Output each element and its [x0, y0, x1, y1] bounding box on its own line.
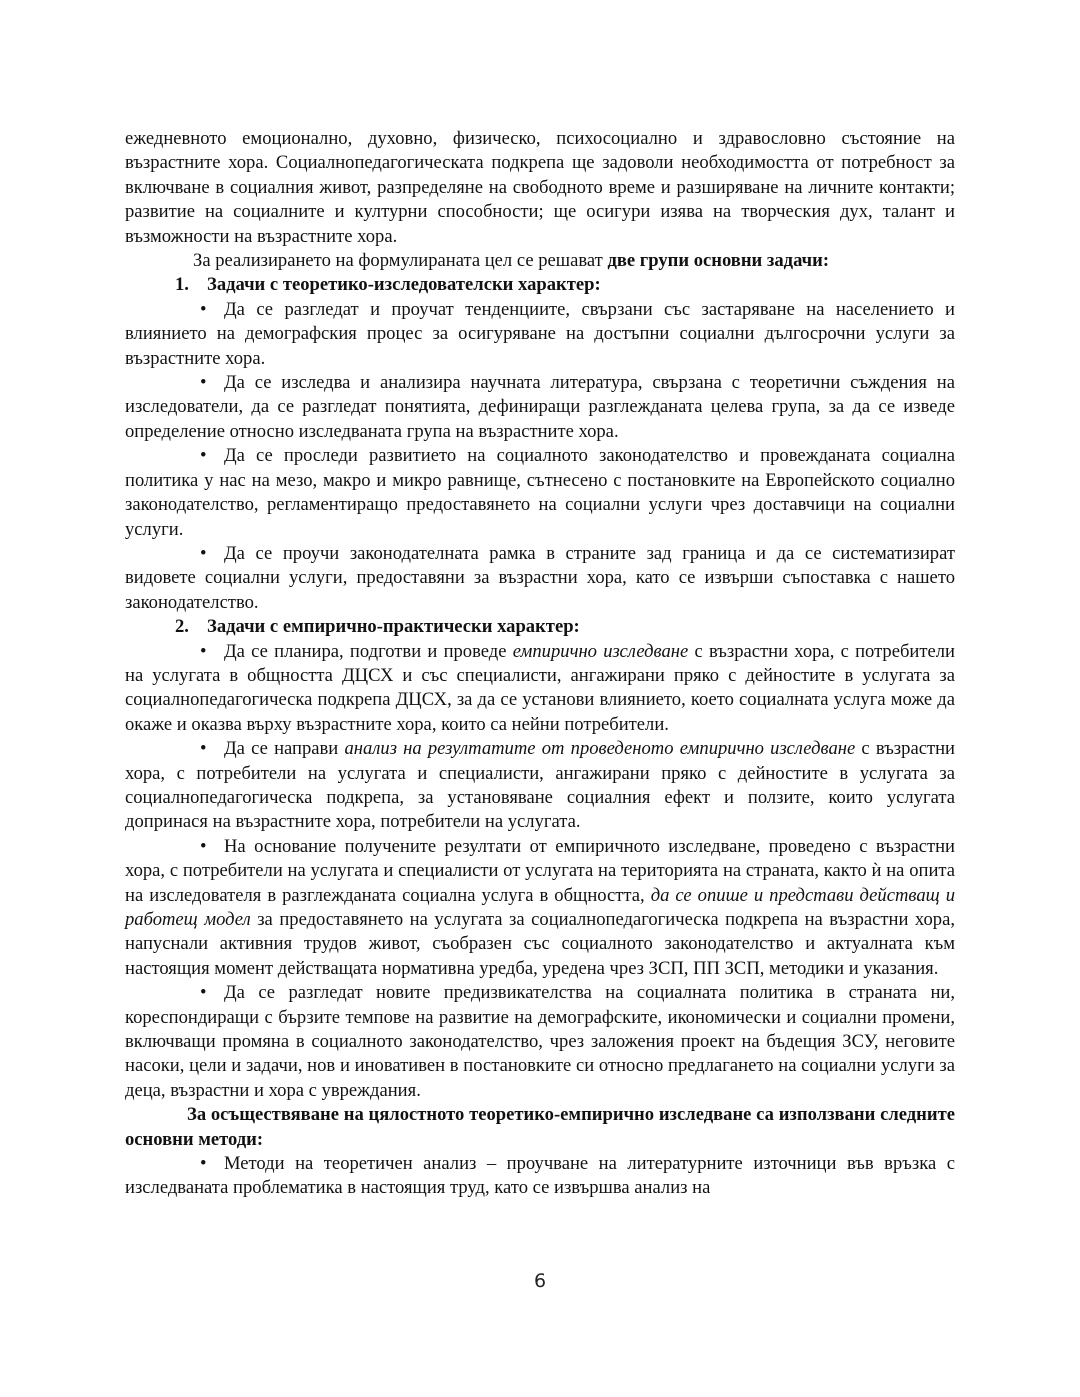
- bullet-text-after: с възрастни хора, с потребители на услугата в общността ДЦСХ и със специалисти, ангажирани пряко с дейностите в услугата за социалнопедагогическа подкрепа ДЦСХ, за да се установи влиянието, което социалната услуга може да окаже и оказва върху възрастните хора, които са нейни потребители.: [125, 640, 955, 735]
- bullet-icon: •: [200, 298, 207, 320]
- bullet-text-before: Да се направи: [224, 738, 345, 760]
- section1-heading: [125, 273, 955, 297]
- section1-bullet-4: [125, 542, 955, 615]
- bullet-text-after: с възрастни хора, с потребители на услугата и специалисти, ангажирани пряко с дейностите в услугата за социалнопедагогическа подкрепа, за установяване социалния ефект и ползите, които услугата допринася на възрастните хора, потребители на услугата.: [125, 738, 955, 833]
- bullet-icon: •: [200, 738, 207, 760]
- bullet-text-after: за предоставянето на услугата за социалнопедагогическа подкрепа на възрастни хора, напуснали активния трудов живот, съобразен със социалното законодателство и актуалната към настоящия момент действащата нормативна уредба, уредена чрез ЗСП, ПП ЗСП, методики и указания.: [125, 909, 955, 979]
- section2-bullet-1: [125, 640, 955, 738]
- section2-bullet-2: [125, 737, 955, 835]
- bullet-icon: •: [200, 1153, 207, 1175]
- section1-number: 1.: [175, 274, 189, 296]
- bullet-icon: •: [200, 640, 207, 662]
- section1-bullet-2: [125, 371, 955, 444]
- section1-bullet-3: [125, 444, 955, 542]
- methods-bullet-1: [125, 1152, 955, 1201]
- bullet-text-italic: анализ на резултатите от проведеното емпирично изследване: [344, 738, 856, 760]
- bullet-text-before: Да се планира, подготви и проведе: [224, 640, 513, 662]
- bullet-text-before: На основание получените резултати от емпиричното изследване, проведено с възрастни хора, с потребители на услугата и специалисти от услугата на територията на страната, както ѝ на опита на изследователя в разглежданата социална услуга в общността,: [125, 835, 955, 906]
- section1-title: Задачи с теоретико-изследователски характер:: [207, 274, 601, 296]
- section1-bullet-1: [125, 298, 955, 371]
- bullet-icon: •: [200, 542, 207, 564]
- bullet-text: Да се разгледат новите предизвикателства на социалната политика в страната ни, кореспондиращи с бързите темпове на развитие на демографските, икономически и социални промени, включващи промяна в социалното законодателство, чрез заложения проект на бъдещия ЗСУ, неговите насоки, цели и задачи, нов и иновативен в постановките си относно предлагането на социални услуги за деца, възрастни и хора с увреждания.: [125, 982, 955, 1101]
- bullet-icon: •: [200, 445, 207, 467]
- bullet-text-italic: да се опише и представи действащ и работещ модел: [125, 884, 955, 930]
- tasks-intro-bold: две групи основни задачи:: [607, 250, 830, 272]
- bullet-text: Да се разгледат и проучат тенденциите, свързани със застаряване на населението и влиянието на демографския процес за осигуряване на достъпни социални дългосрочни услуги за възрастните хора.: [125, 298, 955, 369]
- bullet-text: Да се проследи развитието на социалното законодателство и провежданата социална политика у нас на мезо, макро и микро равнище, сътнесено с постановките на Европейското социално законодателство, регламентиращо предоставянето на социални услуги чрез доставчици на социални услуги.: [125, 445, 955, 540]
- bullet-text: Да се изследва и анализира научната литература, свързана с теоретични съждения на изследователи, да се разгледат понятията, дефиниращи разглежданата целева група, за да се изведе определение относно изследваната група на възрастните хора.: [125, 372, 955, 442]
- bullet-text: Да се проучи законодателната рамка в страните зад граница и да се систематизират видовете социални услуги, предоставяни за възрастни хора, като се извърши съпоставка с нашето законодателство.: [125, 542, 955, 613]
- bullet-icon: •: [200, 982, 207, 1004]
- methods-intro: За осъществяване на цялостното теоретико-емпирично изследване са използвани следните основни методи:: [125, 1104, 955, 1150]
- section2-bullet-4: [125, 981, 955, 1103]
- bullet-text: Методи на теоретичен анализ – проучване на литературните източници във връзка с изследваната проблематика в настоящия труд, като се извършва анализ на: [125, 1153, 955, 1199]
- bullet-icon: •: [200, 835, 207, 857]
- page-number: 6: [533, 1270, 547, 1292]
- section2-number: 2.: [175, 616, 189, 638]
- section2-bullet-3: [125, 835, 955, 981]
- tasks-intro-text: За реализирането на формулираната цел се решават: [193, 250, 608, 272]
- bullet-text-italic: емпирично изследване: [512, 640, 689, 662]
- bullet-icon: •: [200, 372, 207, 394]
- tasks-intro: [125, 249, 955, 273]
- paragraph-intro: ежедневното емоционално, духовно, физическо, психосоциално и здравословно състояние на възрастните хора. Социалнопедагогическата подкрепа ще задоволи необходимостта от потребност за включване в социалния живот, разпределяне на свободното време и разширяване на личните контакти; развитие на социалните и културни способности; ще осигури изява на творческия дух, талант и възможности на възрастните хора.: [125, 128, 955, 247]
- section2-title: Задачи с емпирично-практически характер:: [207, 616, 580, 638]
- section2-heading: [125, 615, 955, 639]
- document-body: [125, 127, 955, 1201]
